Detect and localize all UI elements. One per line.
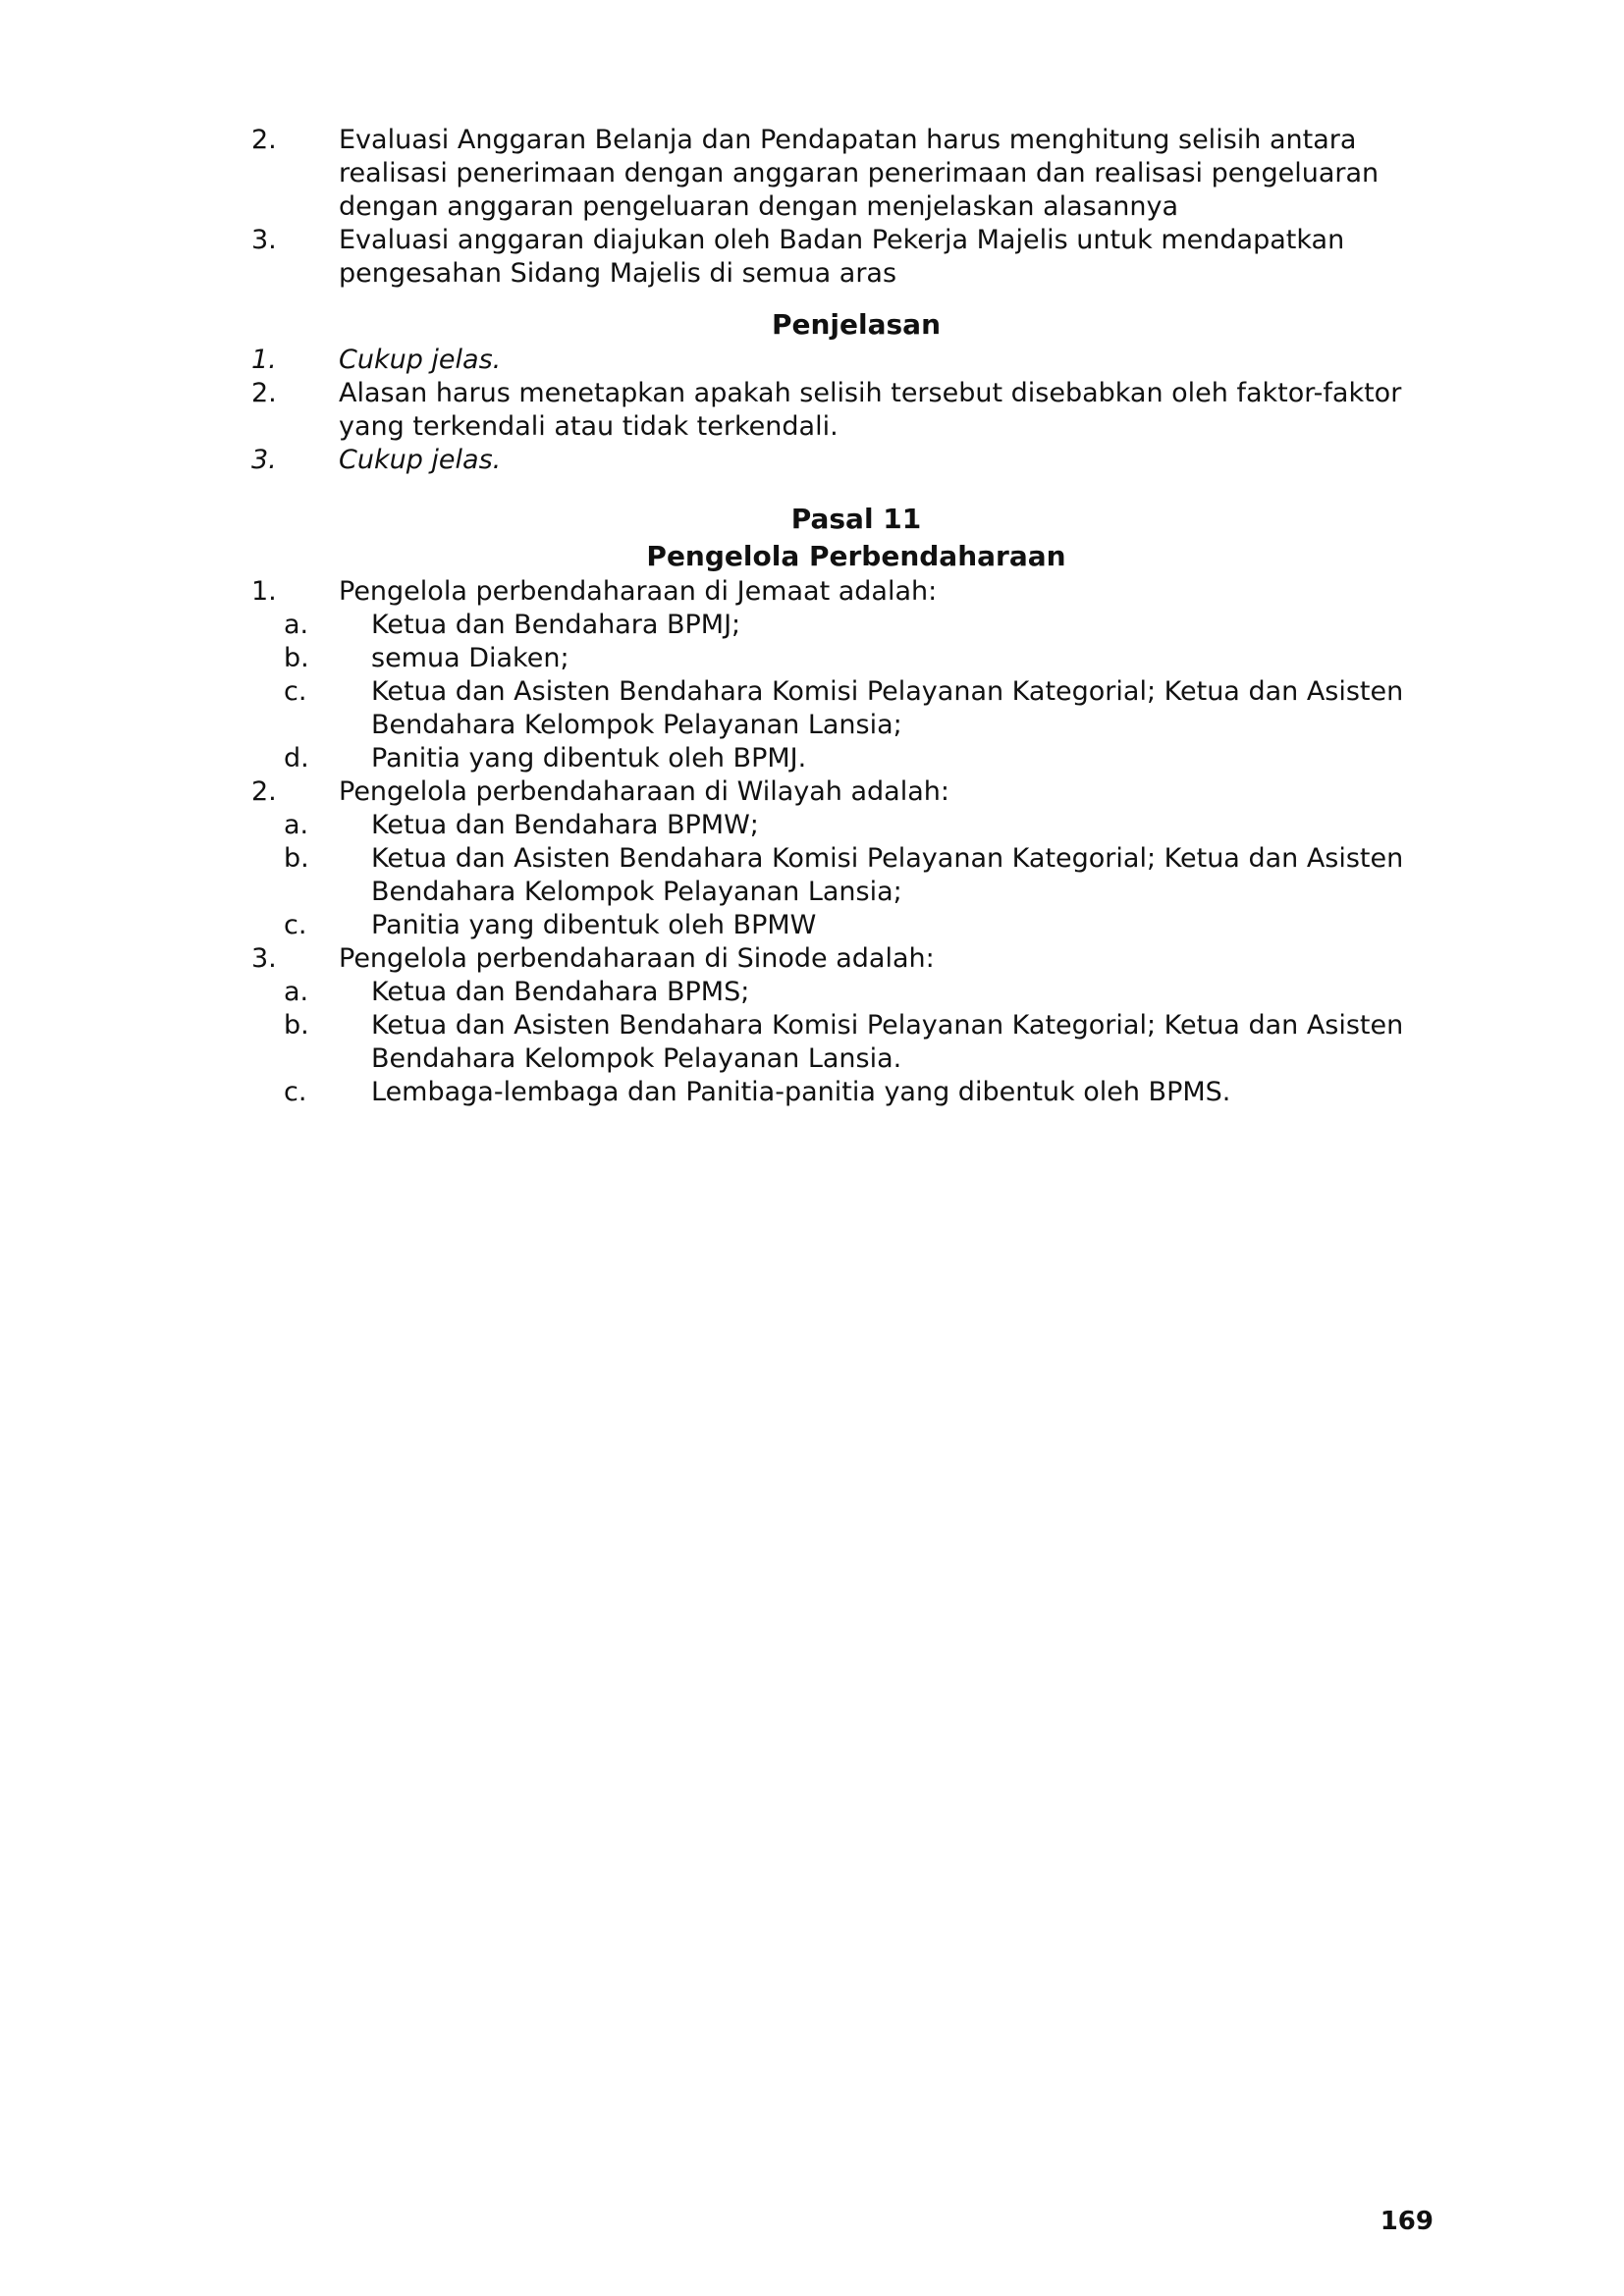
list-item bbox=[251, 575, 1422, 609]
list-item-number: 3. bbox=[251, 943, 277, 974]
sub-list-item bbox=[251, 742, 1422, 775]
sub-list-item bbox=[251, 1009, 1422, 1076]
sub-list-item bbox=[251, 809, 1422, 842]
list-item-number: 1. bbox=[251, 576, 277, 607]
sub-list-item-text: Panitia yang dibentuk oleh BPMW bbox=[371, 910, 817, 940]
list-item-text: Cukup jelas. bbox=[339, 445, 502, 475]
sub-list-item-letter: b. bbox=[284, 1010, 309, 1041]
article-title: Pengelola Perbendaharaan bbox=[646, 540, 1066, 572]
list-item-number: 2. bbox=[251, 378, 277, 408]
list-item-number: 3. bbox=[251, 445, 277, 475]
sub-list-item-text: Ketua dan Bendahara BPMW; bbox=[371, 810, 759, 840]
list-item-text: Pengelola perbendaharaan di Sinode adalah: bbox=[339, 943, 935, 974]
sub-list-item-letter: d. bbox=[284, 743, 309, 774]
list-item-text: Evaluasi anggaran diajukan oleh Badan Pekerja Majelis untuk mendapatkan pengesahan Sidang Majelis di semua aras bbox=[339, 225, 1345, 289]
page-number: 169 bbox=[1380, 2207, 1434, 2236]
sub-list-item bbox=[251, 675, 1422, 742]
sub-list-item bbox=[251, 909, 1422, 942]
list-item-text: Alasan harus menetapkan apakah selisih tersebut disebabkan oleh faktor-faktor yang terkendali atau tidak terkendali. bbox=[339, 378, 1402, 442]
list-item bbox=[251, 344, 1422, 377]
sub-list-item-text: Ketua dan Bendahara BPMS; bbox=[371, 977, 750, 1007]
sub-list-item-text: semua Diaken; bbox=[371, 643, 569, 673]
sub-list-item-text: Ketua dan Asisten Bendahara Komisi Pelayanan Kategorial; Ketua dan Asisten Bendahara Kelompok Pelayanan Lansia; bbox=[371, 843, 1404, 907]
page-content bbox=[251, 124, 1422, 1109]
sub-list-item bbox=[251, 609, 1422, 642]
list-item-number: 3. bbox=[251, 225, 277, 255]
list-item-text: Pengelola perbendaharaan di Jemaat adalah: bbox=[339, 576, 938, 607]
list-item bbox=[251, 224, 1422, 291]
sub-list-item bbox=[251, 1076, 1422, 1109]
list-item-text: Pengelola perbendaharaan di Wilayah adalah: bbox=[339, 776, 949, 807]
sub-list-item-text: Panitia yang dibentuk oleh BPMJ. bbox=[371, 743, 807, 774]
list-item-text: Cukup jelas. bbox=[339, 345, 502, 375]
sub-list-item-letter: b. bbox=[284, 643, 309, 673]
sub-list-item-letter: a. bbox=[284, 610, 309, 640]
list-item-number: 1. bbox=[251, 345, 277, 375]
sub-list-item-text: Lembaga-lembaga dan Panitia-panitia yang dibentuk oleh BPMS. bbox=[371, 1077, 1231, 1107]
list-item bbox=[251, 124, 1422, 224]
sub-list-item-letter: c. bbox=[284, 910, 307, 940]
list-item-text: Evaluasi Anggaran Belanja dan Pendapatan harus menghitung selisih antara realisasi penerimaan dengan anggaran penerimaan dan realisasi pengeluaran dengan anggaran pengeluaran dengan menjelaskan alasannya bbox=[339, 125, 1380, 222]
sub-list-item-text: Ketua dan Bendahara BPMJ; bbox=[371, 610, 741, 640]
article-number: Pasal 11 bbox=[790, 503, 922, 535]
list-item bbox=[251, 942, 1422, 976]
list-item bbox=[251, 775, 1422, 809]
sub-list-item-letter: a. bbox=[284, 810, 309, 840]
sub-list-item-letter: b. bbox=[284, 843, 309, 874]
sub-list-item bbox=[251, 842, 1422, 909]
list-item-number: 2. bbox=[251, 125, 277, 155]
sub-list-item-letter: c. bbox=[284, 676, 307, 707]
sub-list-item-text: Ketua dan Asisten Bendahara Komisi Pelayanan Kategorial; Ketua dan Asisten Bendahara Kelompok Pelayanan Lansia. bbox=[371, 1010, 1404, 1074]
sub-list-item-text: Ketua dan Asisten Bendahara Komisi Pelayanan Kategorial; Ketua dan Asisten Bendahara Kelompok Pelayanan Lansia; bbox=[371, 676, 1404, 740]
sub-list-item-letter: c. bbox=[284, 1077, 307, 1107]
sub-list-item-letter: a. bbox=[284, 977, 309, 1007]
list-item-number: 2. bbox=[251, 776, 277, 807]
section-heading-penjelasan: Penjelasan bbox=[771, 308, 942, 341]
sub-list-item bbox=[251, 642, 1422, 675]
list-item bbox=[251, 377, 1422, 444]
list-item bbox=[251, 444, 1422, 477]
sub-list-item bbox=[251, 976, 1422, 1009]
